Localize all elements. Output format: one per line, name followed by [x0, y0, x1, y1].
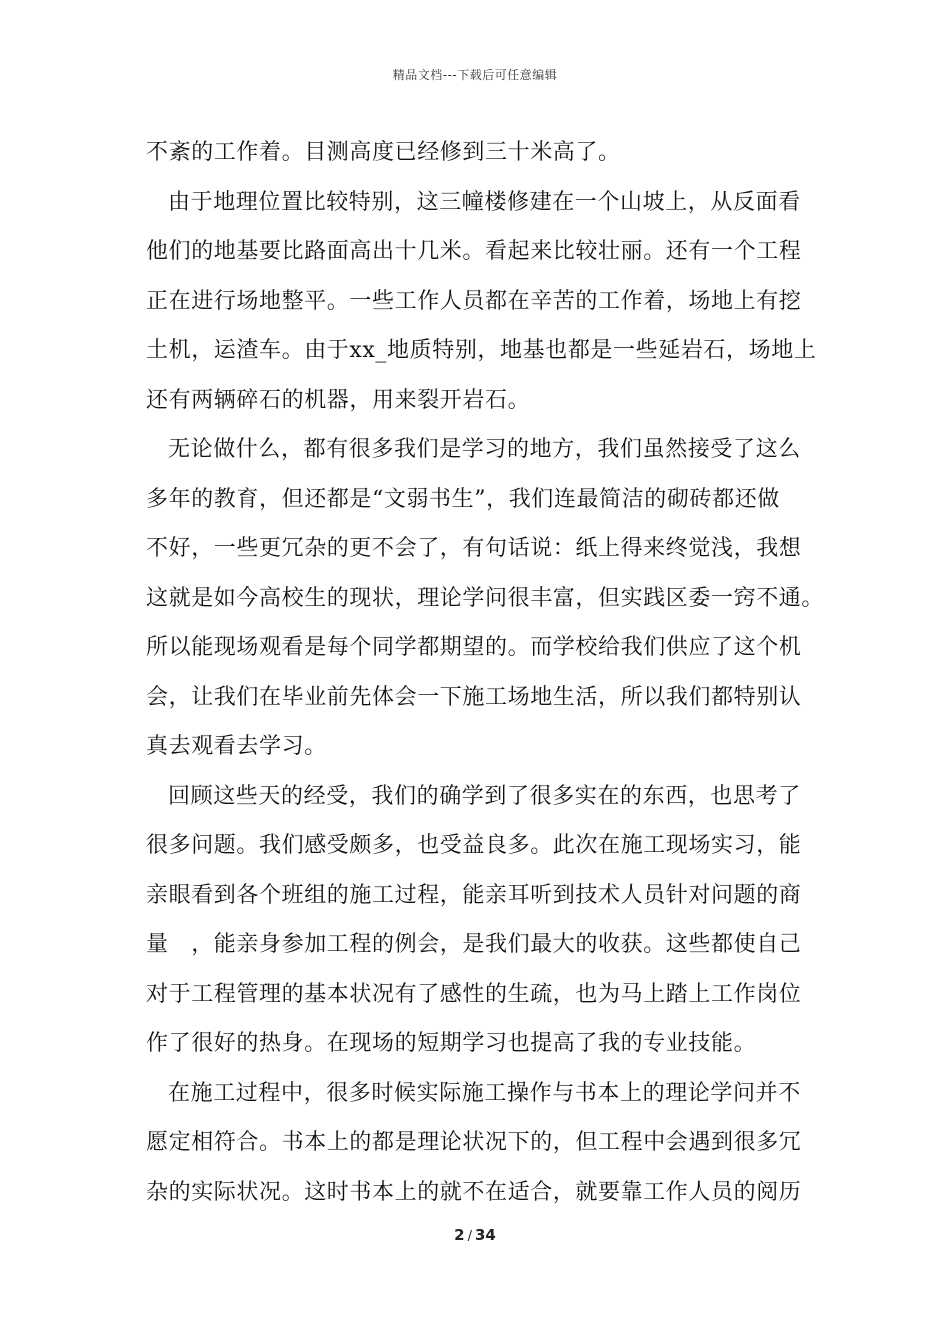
- text-line: 由于地理位置比较特别，这三幢楼修建在一个山坡上，从反面看: [168, 189, 801, 215]
- text-line: 在施工过程中，很多时候实际施工操作与书本上的理论学问并不: [168, 1080, 801, 1106]
- text-line: 真去观看去学习。: [146, 734, 327, 759]
- page-number: [0, 1226, 950, 1244]
- text-line: 量 ，能亲身参加工程的例会，是我们最大的收获。这些都使自己: [146, 932, 802, 957]
- page-header: 精品文档---下载后可任意编辑: [392, 68, 558, 82]
- text-line: 土机，运渣车。由于xx_地质特别，地基也都是一些延岩石，场地上: [146, 338, 817, 363]
- text-line: 不好，一些更冗杂的更不会了，有句话说：纸上得来终觉浅，我想: [146, 536, 802, 561]
- page-separator: /: [467, 1229, 472, 1244]
- text-line: 亲眼看到各个班组的施工过程，能亲耳听到技术人员针对问题的商: [146, 882, 802, 908]
- text-line: 对于工程管理的基本状况有了感性的生疏，也为马上踏上工作岗位: [146, 981, 802, 1007]
- text-line: 无论做什么，都有很多我们是学习的地方，我们虽然接受了这么: [168, 437, 801, 462]
- text-line: 很多问题。我们感受颇多，也受益良多。此次在施工现场实习，能: [146, 833, 802, 858]
- text-line: 多年的教育，但还都是“文弱书生”，我们连最简洁的砌砖都还做: [146, 486, 780, 512]
- text-line: 所以能现场观看是每个同学都期望的。而学校给我们供应了这个机: [146, 635, 802, 660]
- total-pages: 34: [474, 1226, 496, 1244]
- current-page: 2: [454, 1226, 465, 1244]
- text-line: 正在进行场地整平。一些工作人员都在辛苦的工作着，场地上有挖: [146, 288, 802, 314]
- text-line: 作了很好的热身。在现场的短期学习也提高了我的专业技能。: [146, 1031, 757, 1056]
- document-body: [146, 128, 826, 1217]
- text-line: 愿定相符合。书本上的都是理论状况下的，但工程中会遇到很多冗: [146, 1130, 802, 1155]
- text-line: 不紊的工作着。目测高度已经修到三十米高了。: [146, 140, 621, 165]
- text-line: 他们的地基要比路面高出十几米。看起来比较壮丽。还有一个工程: [146, 239, 802, 264]
- text-line: 杂的实际状况。这时书本上的就不在适合，就要靠工作人员的阅历: [146, 1179, 802, 1205]
- text-line: 还有两辆碎石的机器，用来裂开岩石。: [146, 387, 531, 413]
- text-line: 这就是如今高校生的现状，理论学问很丰富，但实践区委一窍不通。: [146, 585, 825, 611]
- text-line: 会，让我们在毕业前先体会一下施工场地生活，所以我们都特别认: [146, 684, 802, 710]
- text-line: 回顾这些天的经受，我们的确学到了很多实在的东西，也思考了: [168, 783, 801, 809]
